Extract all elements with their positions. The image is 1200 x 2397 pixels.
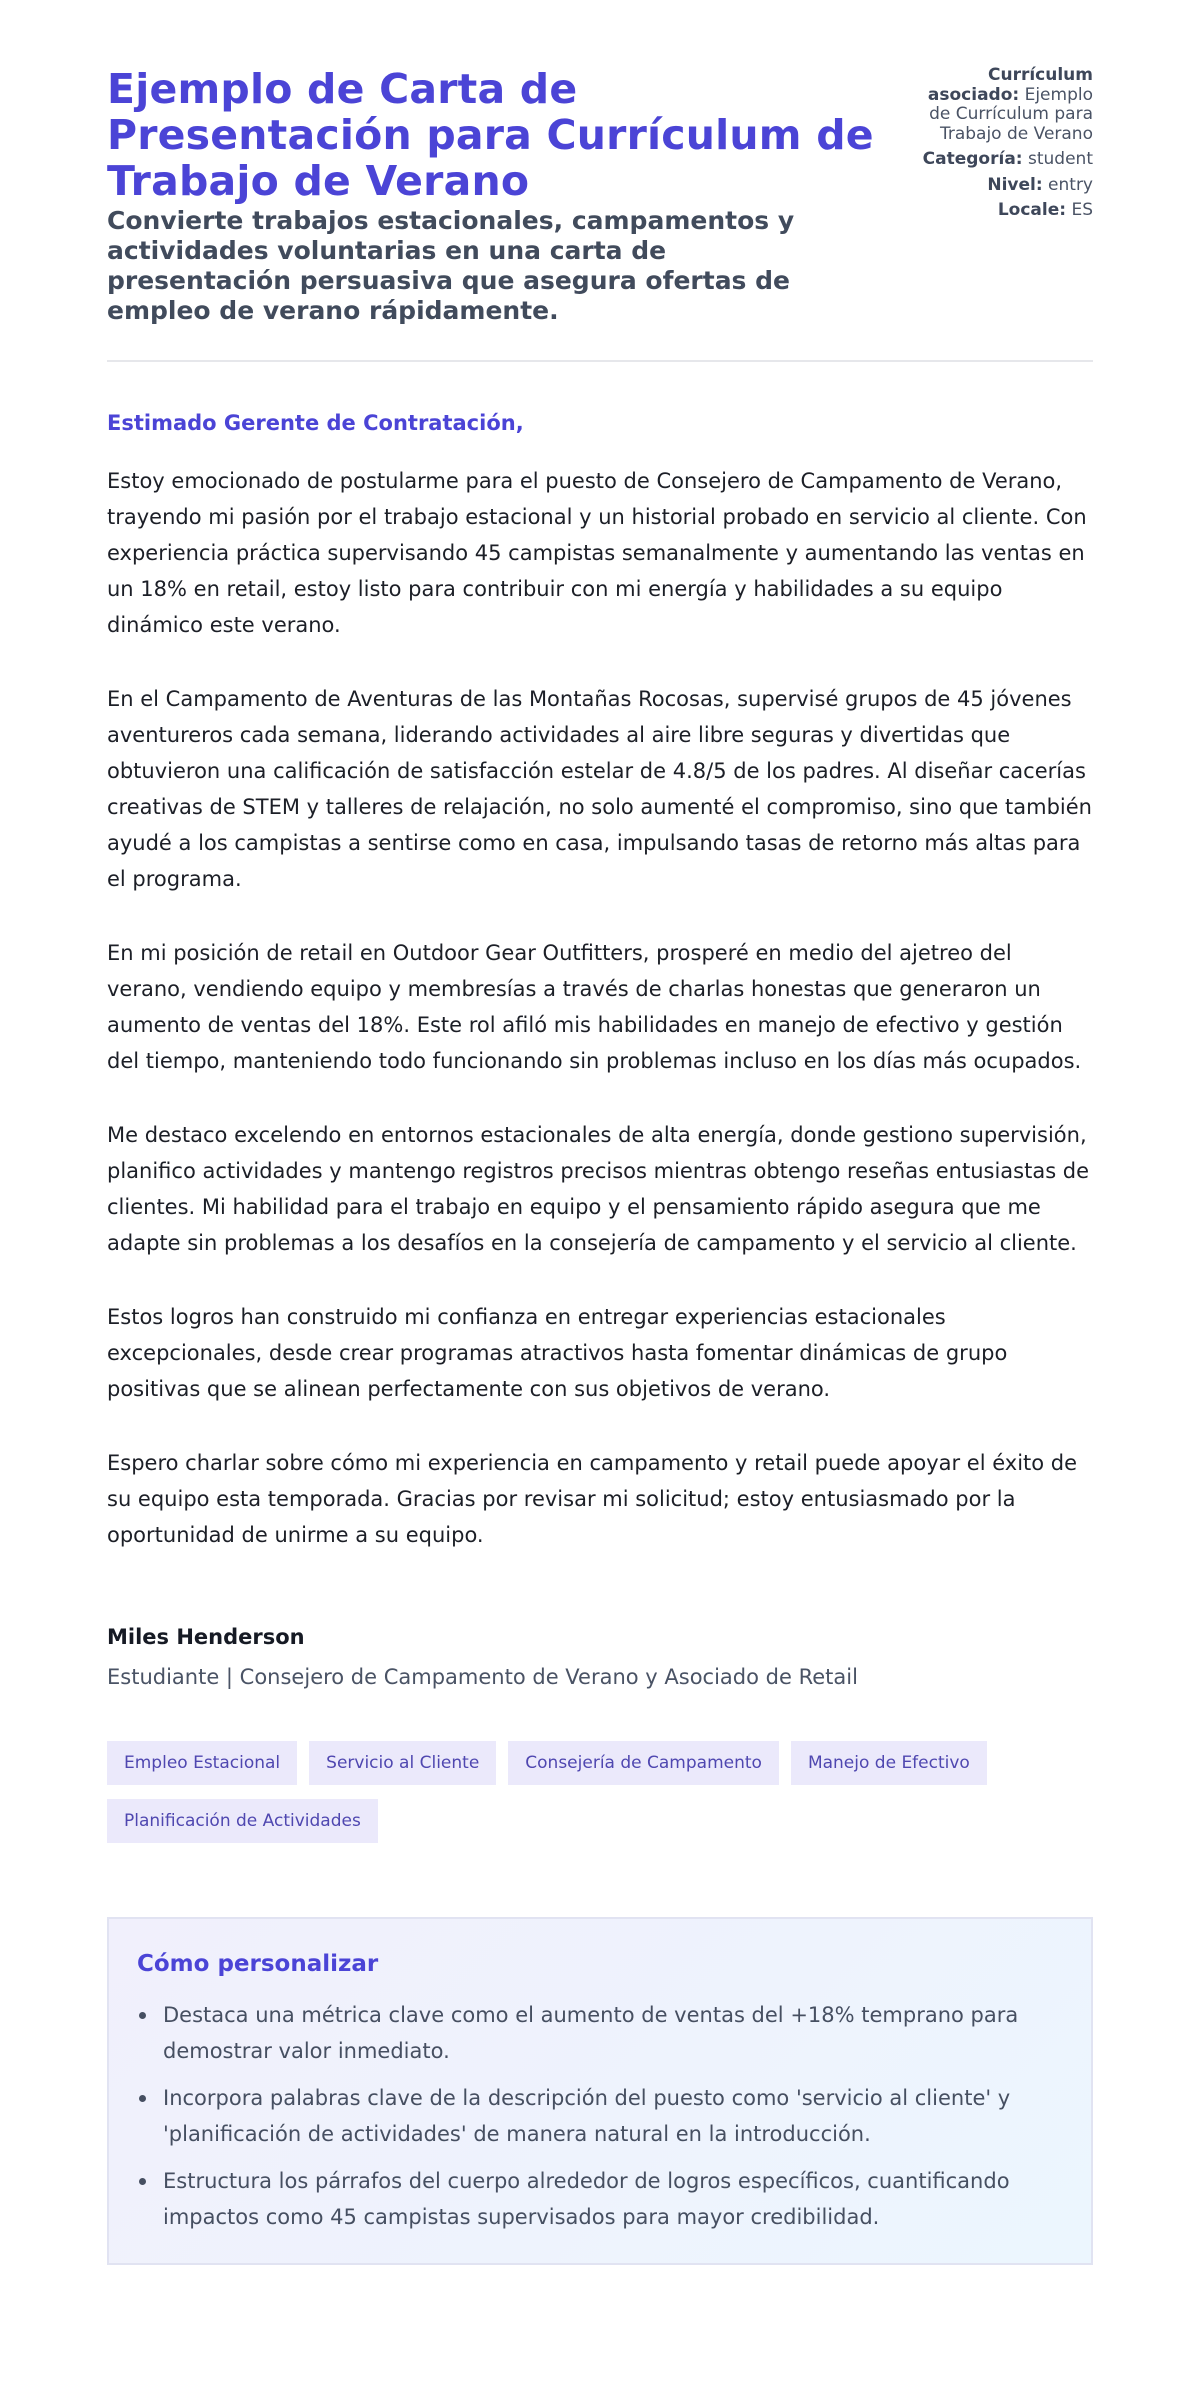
tag-activity-planning: Planificación de Actividades (107, 1799, 378, 1843)
meta-key: Currículum asociado: (927, 65, 1093, 105)
letter-paragraph-retail: En mi posición de retail en Outdoor Gear Outfitters, prosperé en medio del ajetreo del verano, vendiendo equipo y membresías a través de charlas honestas que generaron un aumento de ventas del 18%. Este rol afiló mis habilidades en manejo de efectivo y gestión del tiempo, manteniendo todo funcionando sin problemas incluso en los días más ocupados. (107, 941, 1082, 1073)
tag-seasonal-employment: Empleo Estacional (107, 1741, 297, 1785)
header-divider (107, 360, 1093, 362)
page-header (107, 66, 1093, 326)
tips-list (137, 1997, 1063, 2235)
title-block (107, 66, 887, 326)
letter-paragraph-camp: En el Campamento de Aventuras de las Montañas Rocosas, supervisé grupos de 45 jóvenes aventureros cada semana, liderando actividades al aire libre seguras y divertidas que obtuvieron una calificación de satisfacción estelar de 4.8/5 de los padres. Al diseñar cacerías creativas de STEM y talleres de relajación, no solo aumenté el compromiso, sino que también ayudé a los campistas a sentirse como en casa, impulsando tasas de retorno más altas para el programa. (107, 687, 1092, 891)
letter-paragraph-strengths: Me destaco excelendo en entornos estacionales de alta energía, donde gestiono supervisión, planifico actividades y mantengo registros precisos mientras obtengo reseñas entusiastas de clientes. Mi habilidad para el trabajo en equipo y el pensamiento rápido asegura que me adapte sin problemas a los desafíos en la consejería de campamento y el servicio al cliente. (107, 1123, 1090, 1255)
tips-title: Cómo personalizar (137, 1951, 379, 1977)
tag-cash-handling: Manejo de Efectivo (791, 1741, 987, 1785)
meta-category (903, 150, 1093, 170)
signature-title: Estudiante | Consejero de Campamento de Verano y Asociado de Retail (107, 1665, 858, 1689)
bullet-icon (139, 2095, 146, 2102)
tag-camp-counseling: Consejería de Campamento (508, 1741, 779, 1785)
letter-paragraphs (107, 463, 1093, 1553)
bullet-icon (139, 2178, 146, 2185)
tip-text: Estructura los párrafos del cuerpo alrededor de logros específicos, cuantificando impactos como 45 campistas supervisados para mayor credibilidad. (163, 2169, 1010, 2229)
meta-key: Categoría: (922, 149, 1023, 169)
meta-level (903, 176, 1093, 196)
page-subtitle: Convierte trabajos estacionales, campamentos y actividades voluntarias en una carta de presentación persuasiva que asegura ofertas de empleo de verano rápidamente. (107, 206, 795, 325)
metadata-panel (903, 66, 1093, 227)
tip-item (137, 2080, 1063, 2152)
tag-customer-service: Servicio al Cliente (309, 1741, 496, 1785)
meta-value: Ejemplo de Currículum para Trabajo de Verano (929, 84, 1093, 144)
meta-key: Nivel: (987, 174, 1043, 195)
meta-locale (903, 201, 1093, 221)
meta-value: entry (1048, 174, 1093, 195)
signature-name: Miles Henderson (107, 1625, 305, 1649)
letter-paragraph-intro: Estoy emocionado de postularme para el puesto de Consejero de Campamento de Verano, trayendo mi pasión por el trabajo estacional y un historial probado en servicio al cliente. Con experiencia práctica supervisando 45 campistas semanalmente y aumentando las ventas en un 18% en retail, estoy listo para contribuir con mi energía y habilidades a su equipo dinámico este verano. (107, 469, 1087, 637)
signature-block (107, 1623, 1093, 1691)
bullet-icon (139, 2012, 146, 2019)
tip-text: Incorpora palabras clave de la descripción del puesto como 'servicio al cliente' y 'planificación de actividades' de manera natural en la introducción. (163, 2086, 1011, 2146)
letter-body (107, 409, 1093, 1553)
tip-item (137, 1997, 1063, 2069)
meta-value: student (1028, 149, 1093, 169)
tip-text: Destaca una métrica clave como el aumento de ventas del +18% temprano para demostrar valor inmediato. (163, 2003, 1019, 2063)
meta-value: ES (1071, 200, 1093, 220)
tip-item (137, 2163, 1063, 2235)
letter-greeting: Estimado Gerente de Contratación, (107, 411, 524, 435)
letter-paragraph-confidence: Estos logros han construido mi confianza en entregar experiencias estacionales excepcionales, desde crear programas atractivos hasta fomentar dinámicas de grupo positivas que se alinean perfectamente con sus objetivos de verano. (107, 1305, 1008, 1401)
skill-tags (107, 1741, 1092, 1843)
meta-key: Locale: (997, 200, 1067, 220)
customization-tips-box (107, 1917, 1093, 2265)
meta-associated-resume (903, 66, 1093, 144)
page-title: Ejemplo de Carta de Presentación para Currículum de Trabajo de Verano (107, 65, 874, 205)
letter-paragraph-closing: Espero charlar sobre cómo mi experiencia en campamento y retail puede apoyar el éxito de su equipo esta temporada. Gracias por revisar mi solicitud; estoy entusiasmado por la oportunidad de unirme a su equipo. (107, 1451, 1078, 1547)
